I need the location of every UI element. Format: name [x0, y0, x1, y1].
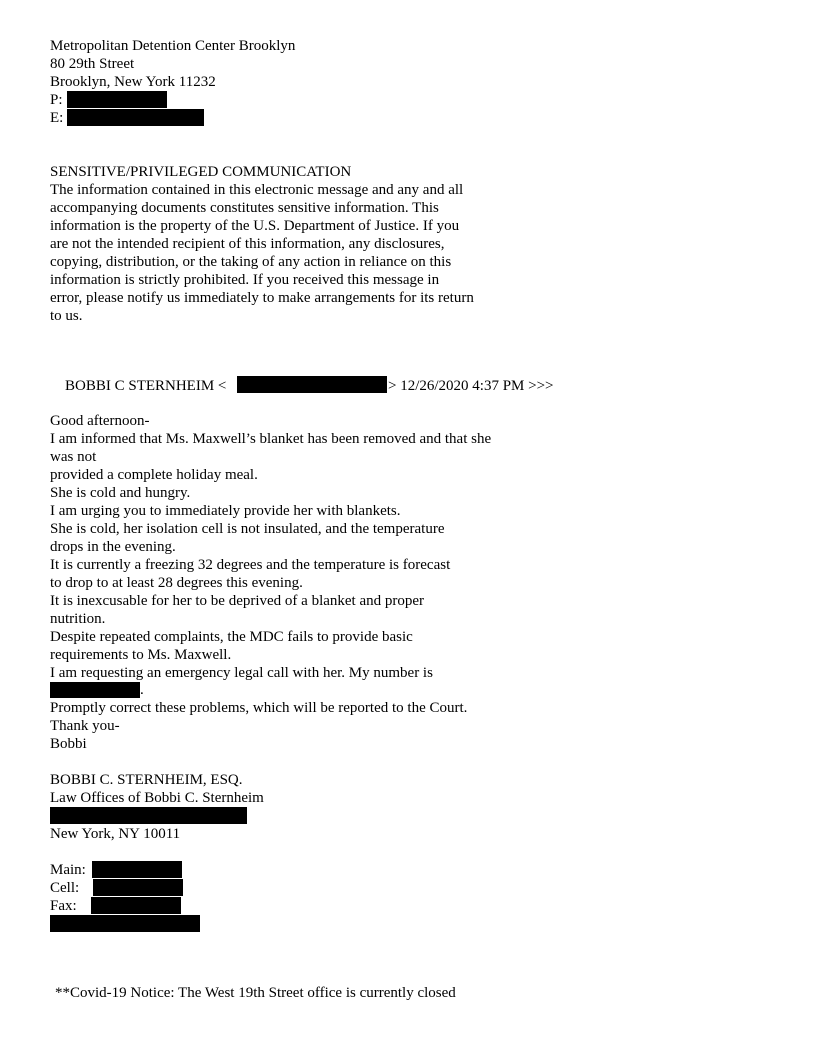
- covid-notice: **Covid-19 Notice: The West 19th Street office is currently closed: [55, 985, 456, 1001]
- notice-line: are not the intended recipient of this information, any disclosures,: [50, 236, 445, 252]
- notice-line: information is the property of the U.S. Department of Justice. If you: [50, 218, 460, 234]
- notice-line: information is strictly prohibited. If you received this message in: [50, 272, 440, 288]
- message-line: requirements to Ms. Maxwell.: [50, 647, 232, 663]
- redacted-phone: [67, 91, 167, 108]
- notice-line: accompanying documents constitutes sensitive information. This: [50, 200, 439, 216]
- message-number-suffix: .: [140, 682, 144, 698]
- message-closing: Promptly correct these problems, which will be reported to the Court.: [50, 700, 468, 716]
- signature-main-label: Main:: [50, 862, 86, 878]
- header-street: 80 29th Street: [50, 56, 135, 72]
- signature-city: New York, NY 10011: [50, 826, 181, 842]
- redacted-fax: [91, 897, 181, 914]
- redacted-sender-email: [237, 376, 387, 393]
- signature-fax-label: Fax:: [50, 898, 77, 914]
- redacted-phone-number: [50, 682, 140, 698]
- redacted-main-phone: [92, 861, 182, 878]
- message-line: to drop to at least 28 degrees this evening.: [50, 575, 303, 591]
- message-line: I am urging you to immediately provide her with blankets.: [50, 503, 401, 519]
- message-line: She is cold, her isolation cell is not insulated, and the temperature: [50, 521, 445, 537]
- message-line: Despite repeated complaints, the MDC fails to provide basic: [50, 629, 413, 645]
- message-line: Good afternoon-: [50, 413, 150, 429]
- message-line: I am informed that Ms. Maxwell’s blanket has been removed and that she: [50, 431, 492, 447]
- message-line: drops in the evening.: [50, 539, 176, 555]
- message-line: was not: [50, 449, 97, 465]
- notice-title: SENSITIVE/PRIVILEGED COMMUNICATION: [50, 164, 352, 180]
- redacted-address: [50, 807, 247, 824]
- message-line: provided a complete holiday meal.: [50, 467, 258, 483]
- message-closing: Thank you-: [50, 718, 120, 734]
- quote-sender: BOBBI C STERNHEIM <: [65, 378, 227, 394]
- redacted-signature-email: [50, 915, 200, 932]
- signature-firm: Law Offices of Bobbi C. Sternheim: [50, 790, 264, 806]
- message-line: nutrition.: [50, 611, 106, 627]
- message-line: She is cold and hungry.: [50, 485, 191, 501]
- signature-name: BOBBI C. STERNHEIM, ESQ.: [50, 772, 243, 788]
- message-line: It is inexcusable for her to be deprived of a blanket and proper: [50, 593, 425, 609]
- message-line: I am requesting an emergency legal call with her. My number is: [50, 665, 433, 681]
- header-city: Brooklyn, New York 11232: [50, 74, 216, 90]
- message-line: It is currently a freezing 32 degrees and the temperature is forecast: [50, 557, 451, 573]
- quote-date: > 12/26/2020 4:37 PM >>>: [388, 378, 554, 394]
- notice-line: The information contained in this electronic message and any and all: [50, 182, 464, 198]
- redacted-cell-phone: [93, 879, 183, 896]
- notice-line: to us.: [50, 308, 83, 324]
- header-phone-label: P:: [50, 92, 63, 108]
- notice-line: copying, distribution, or the taking of any action in reliance on this: [50, 254, 452, 270]
- message-closing: Bobbi: [50, 736, 87, 752]
- signature-cell-label: Cell:: [50, 880, 80, 896]
- notice-line: error, please notify us immediately to make arrangements for its return: [50, 290, 474, 306]
- redacted-email: [67, 109, 204, 126]
- header-email-label: E:: [50, 110, 64, 126]
- header-org: Metropolitan Detention Center Brooklyn: [50, 38, 296, 54]
